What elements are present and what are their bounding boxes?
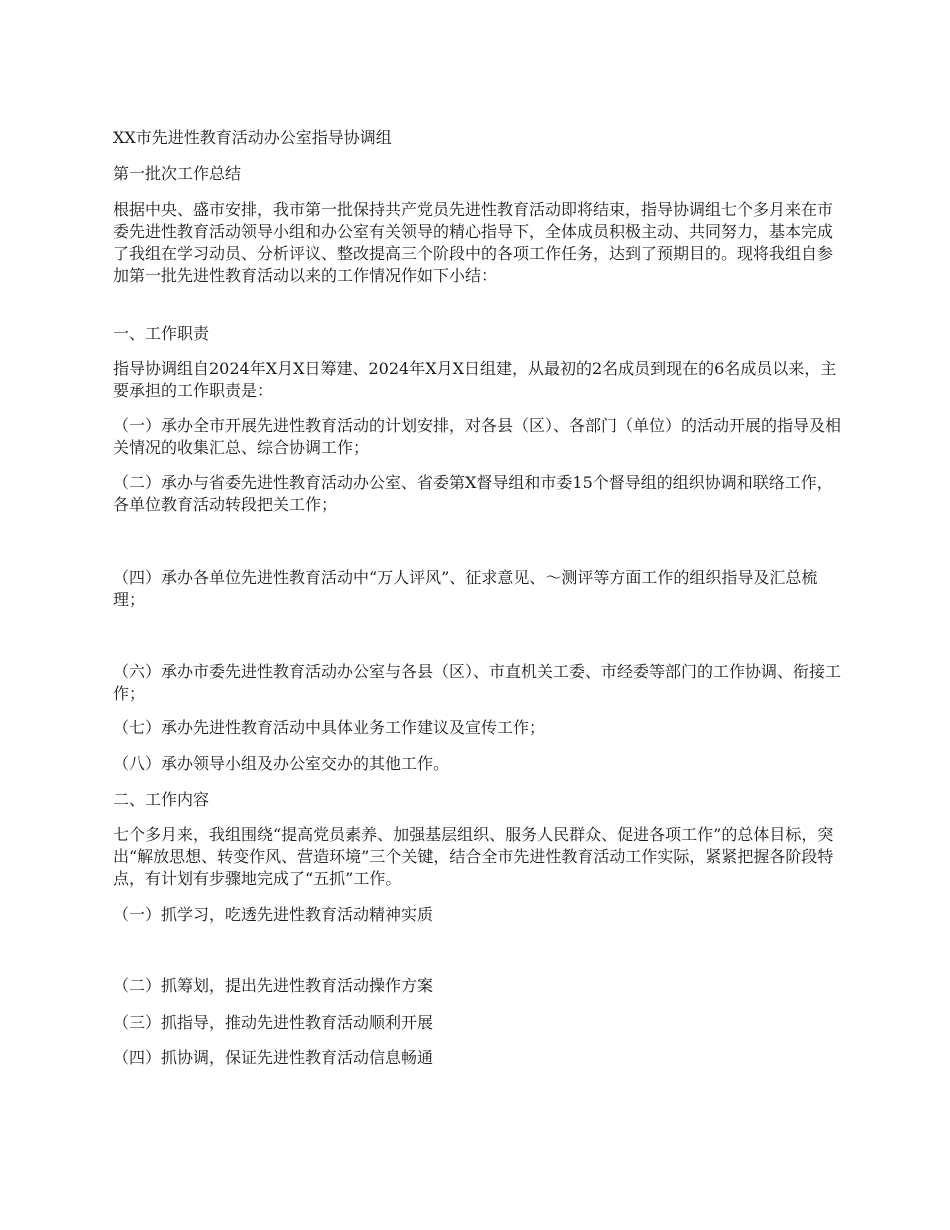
section-2-summary: 七个多月来，我组围绕“提高党员素养、加强基层组织、服务人民群众、促进各项工作”的总体目标，突出“解放思想、转变作风、营造环境”三个关键，结合全市先进性教育活动工作实际，紧紧把握各阶段特点，有计划有步骤地完成了“五抓”工作。 bbox=[113, 825, 834, 888]
duty-item-8: （八）承办领导小组及办公室交办的其他工作。 bbox=[113, 754, 450, 773]
content-item-3: （三）抓指导，推动先进性教育活动顺利开展 bbox=[113, 1013, 434, 1032]
section-1-summary: 指导协调组自2024年X月X日筹建、2024年X月X日组建，从最初的2名成员到现在的6名成员以来，主要承担的工作职责是： bbox=[113, 359, 837, 400]
duty-item-1: （一）承办全市开展先进性教育活动的计划安排，对各县（区）、各部门（单位）的活动开展的指导及相关情况的收集汇总、综合协调工作； bbox=[113, 416, 842, 457]
content-item-2: （二）抓筹划，提出先进性教育活动操作方案 bbox=[113, 976, 434, 995]
intro-paragraph: 根据中央、盛市安排，我市第一批保持共产党员先进性教育活动即将结束，指导协调组七个多月来在市委先进性教育活动领导小组和办公室有关领导的精心指导下，全体成员积极主动、共同努力，基本完成了我组在学习动员、分析评议、整改提高三个阶段中的各项工作任务，达到了预期目的。现将我组自参加第一批先进性教育活动以来的工作情况作如下小结： bbox=[113, 200, 834, 285]
content-item-4: （四）抓协调，保证先进性教育活动信息畅通 bbox=[113, 1048, 434, 1067]
duty-item-7: （七）承办先进性教育活动中具体业务工作建议及宣传工作； bbox=[113, 718, 546, 737]
duty-item-2: （二）承办与省委先进性教育活动办公室、省委第X督导组和市委15个督导组的组织协调和联络工作，各单位教育活动转段把关工作； bbox=[113, 473, 833, 514]
duty-item-4: （四）承办各单位先进性教育活动中“万人评风”、征求意见、～测评等方面工作的组织指导及汇总梳理； bbox=[113, 568, 818, 609]
section-2-heading: 二、工作内容 bbox=[113, 790, 210, 809]
duty-item-6: （六）承办市委先进性教育活动办公室与各县（区）、市直机关工委、市经委等部门的工作协调、衔接工作； bbox=[113, 662, 842, 703]
document-title: XX市先进性教育活动办公室指导协调组 bbox=[113, 128, 392, 147]
section-1-heading: 一、工作职责 bbox=[113, 324, 210, 343]
content-item-1: （一）抓学习，吃透先进性教育活动精神实质 bbox=[113, 905, 434, 924]
document-subtitle: 第一批次工作总结 bbox=[113, 164, 242, 183]
